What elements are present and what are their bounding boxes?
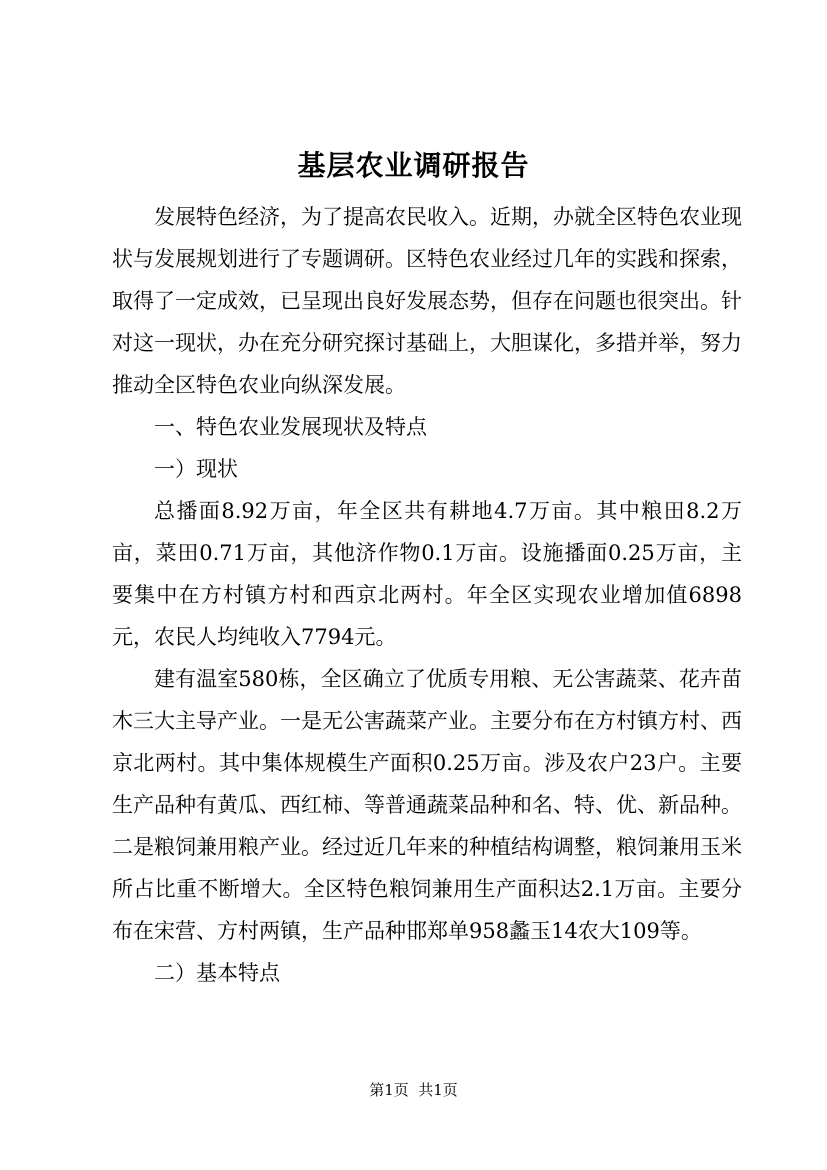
document-title: 基层农业调研报告 <box>297 149 530 182</box>
paragraph-status-figures: 总播面8.92万亩，年全区共有耕地4.7万亩。其中粮田8.2万亩，菜田0.71万亩，其他济作物0.1万亩。设施播面0.25万亩，主要集中在方村镇方村和西京北两村。年全区实现农业增加值6898元，农民人均纯收入7794元。 <box>112 499 742 649</box>
paragraph-industries: 建有温室580栋，全区确立了优质专用粮、无公害蔬菜、花卉苗木三大主导产业。一是无公害蔬菜产业。主要分布在方村镇方村、西京北两村。其中集体规模生产面积0.25万亩。涉及农户23户。主要生产品种有黄瓜、西红柿、等普通蔬菜品种和名、特、优、新品种。二是粮饲兼用粮产业。经过近几年来的种植结构调整，粮饲兼用玉米所占比重不断增大。全区特色粮饲兼用生产面积达2.1万亩。主要分布在宋营、方村两镇，生产品种邯郑单958蠡玉14农大109等。 <box>112 667 742 943</box>
subsection-heading-status: 一）现状 <box>154 457 238 481</box>
subsection-heading-features: 二）基本特点 <box>154 961 280 985</box>
page-number-label: 第1页 共1页 <box>369 1081 458 1099</box>
section-heading-1: 一、特色农业发展现状及特点 <box>154 415 427 439</box>
page-footer <box>0 1080 827 1100</box>
document-body <box>112 196 742 994</box>
paragraph-intro: 发展特色经济，为了提高农民收入。近期，办就全区特色农业现状与发展规划进行了专题调研。区特色农业经过几年的实践和探索，取得了一定成效，已呈现出良好发展态势，但存在问题也很突出。针对这一现状，办在充分研究探讨基础上，大胆谋化，多措并举，努力推动全区特色农业向纵深发展。 <box>112 205 742 397</box>
